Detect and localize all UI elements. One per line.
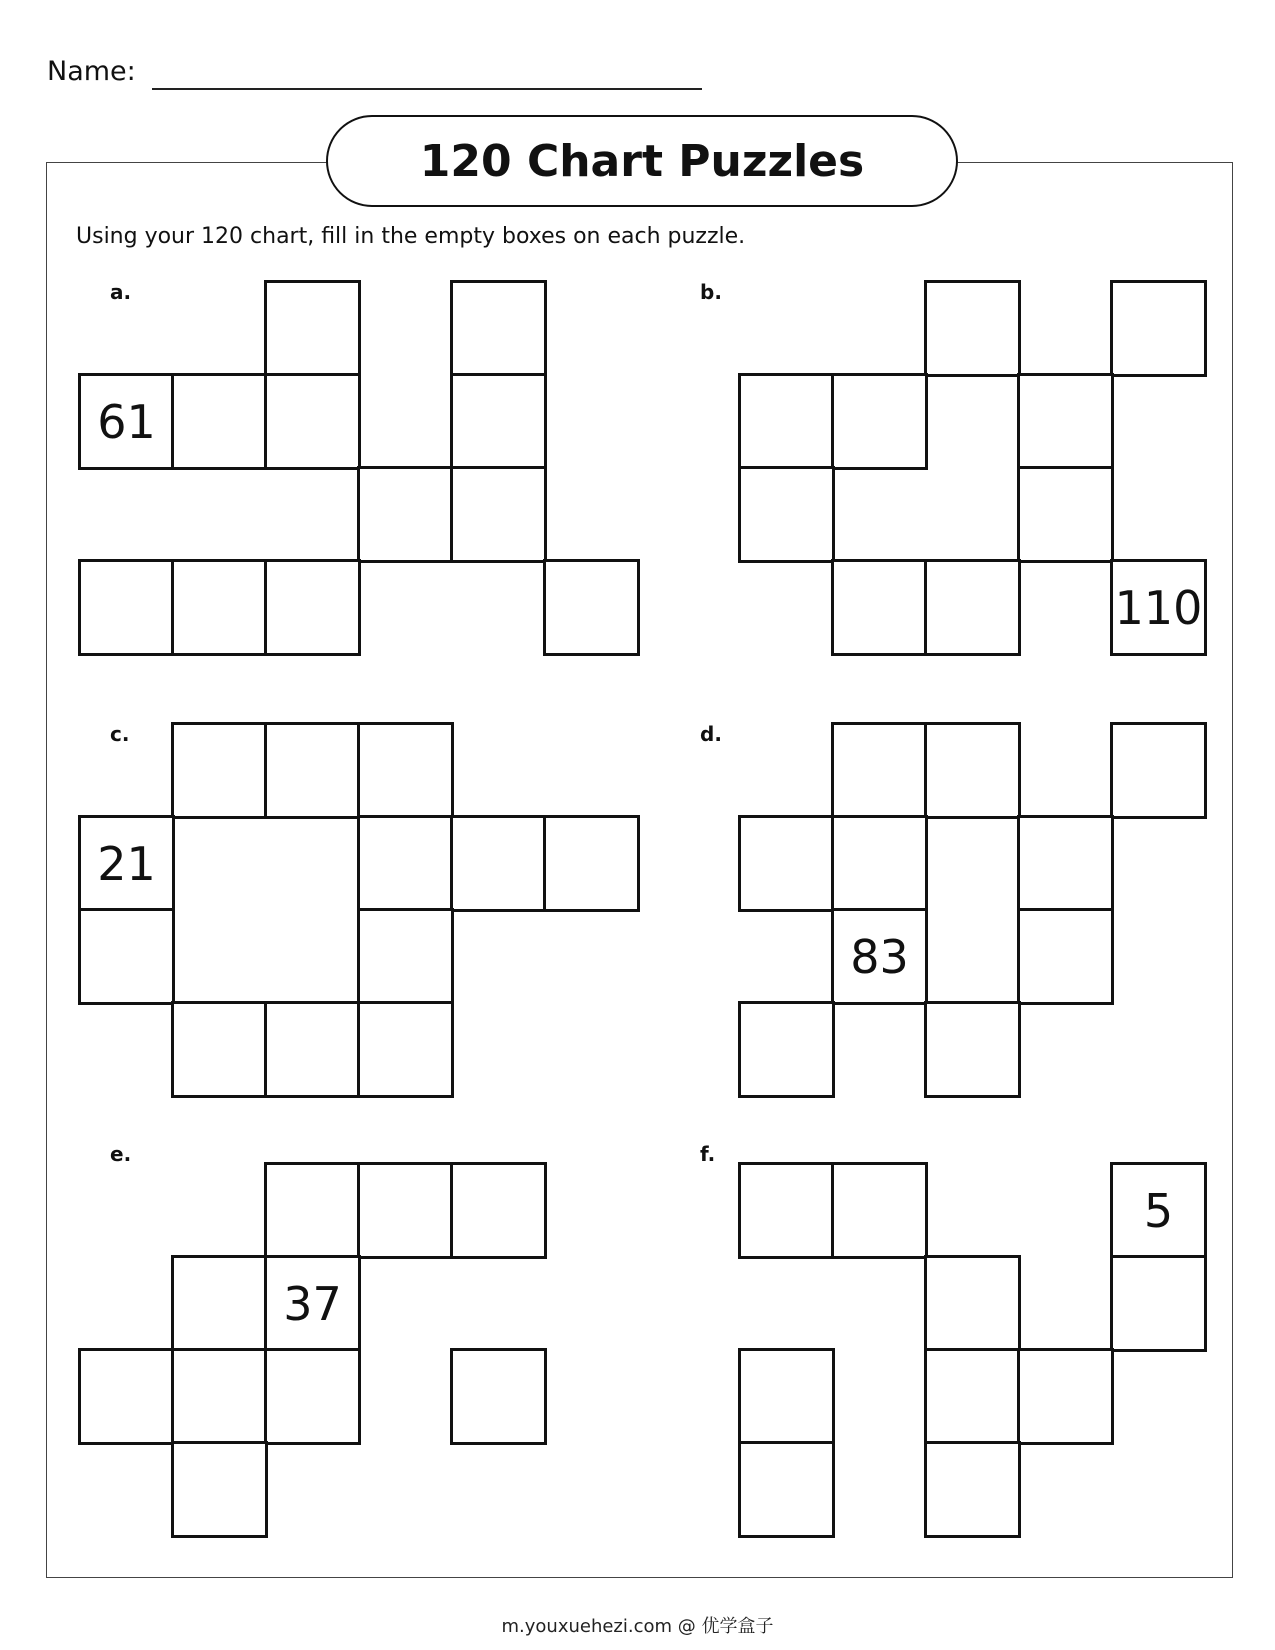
empty-answer-box[interactable] xyxy=(450,280,547,377)
empty-answer-box[interactable] xyxy=(831,722,928,819)
empty-answer-box[interactable] xyxy=(738,1001,835,1098)
empty-answer-box[interactable] xyxy=(738,1162,835,1259)
empty-answer-box[interactable] xyxy=(924,559,1021,656)
empty-answer-box[interactable] xyxy=(171,1441,268,1538)
name-label: Name: xyxy=(47,56,136,87)
empty-answer-box[interactable] xyxy=(543,815,640,912)
empty-answer-box[interactable] xyxy=(171,1255,268,1352)
empty-answer-box[interactable] xyxy=(171,373,268,470)
empty-answer-box[interactable] xyxy=(738,466,835,563)
page-title: 120 Chart Puzzles xyxy=(419,135,865,187)
puzzle-label: a. xyxy=(110,280,132,304)
empty-answer-box[interactable] xyxy=(264,559,361,656)
empty-answer-box[interactable] xyxy=(1110,280,1207,377)
empty-answer-box[interactable] xyxy=(1017,373,1114,470)
empty-answer-box[interactable] xyxy=(357,1001,454,1098)
given-number-box: 21 xyxy=(78,815,175,912)
empty-answer-box[interactable] xyxy=(1017,466,1114,563)
empty-answer-box[interactable] xyxy=(450,1348,547,1445)
empty-answer-box[interactable] xyxy=(831,373,928,470)
name-line[interactable] xyxy=(152,88,702,90)
empty-answer-box[interactable] xyxy=(924,1441,1021,1538)
empty-answer-box[interactable] xyxy=(738,373,835,470)
empty-answer-box[interactable] xyxy=(171,559,268,656)
given-number-box: 5 xyxy=(1110,1162,1207,1259)
empty-answer-box[interactable] xyxy=(831,815,928,912)
instructions: Using your 120 chart, fill in the empty boxes on each puzzle. xyxy=(76,224,746,249)
empty-answer-box[interactable] xyxy=(1110,1255,1207,1352)
empty-answer-box[interactable] xyxy=(264,1348,361,1445)
puzzle-label: c. xyxy=(110,722,130,746)
footer-watermark: m.youxuehezi.com @ 优学盒子 xyxy=(501,1616,774,1637)
empty-answer-box[interactable] xyxy=(264,722,361,819)
empty-answer-box[interactable] xyxy=(450,373,547,470)
given-number-box: 110 xyxy=(1110,559,1207,656)
empty-answer-box[interactable] xyxy=(738,1348,835,1445)
empty-answer-box[interactable] xyxy=(738,1441,835,1538)
empty-answer-box[interactable] xyxy=(264,280,361,377)
empty-answer-box[interactable] xyxy=(543,559,640,656)
empty-answer-box[interactable] xyxy=(171,1348,268,1445)
empty-answer-box[interactable] xyxy=(924,1255,1021,1352)
empty-answer-box[interactable] xyxy=(738,815,835,912)
empty-answer-box[interactable] xyxy=(924,1001,1021,1098)
empty-answer-box[interactable] xyxy=(450,466,547,563)
empty-answer-box[interactable] xyxy=(357,466,454,563)
title-banner xyxy=(326,115,958,207)
empty-answer-box[interactable] xyxy=(831,1162,928,1259)
empty-answer-box[interactable] xyxy=(78,559,175,656)
puzzle-label: e. xyxy=(110,1142,132,1166)
empty-answer-box[interactable] xyxy=(264,1001,361,1098)
empty-answer-box[interactable] xyxy=(1017,815,1114,912)
given-number-box: 83 xyxy=(831,908,928,1005)
empty-answer-box[interactable] xyxy=(264,1162,361,1259)
puzzle-label: b. xyxy=(700,280,722,304)
empty-answer-box[interactable] xyxy=(831,559,928,656)
given-number-box: 37 xyxy=(264,1255,361,1352)
empty-answer-box[interactable] xyxy=(357,1162,454,1259)
empty-answer-box[interactable] xyxy=(78,1348,175,1445)
empty-answer-box[interactable] xyxy=(1017,1348,1114,1445)
empty-answer-box[interactable] xyxy=(1017,908,1114,1005)
empty-answer-box[interactable] xyxy=(264,373,361,470)
empty-answer-box[interactable] xyxy=(171,1001,268,1098)
empty-answer-box[interactable] xyxy=(924,280,1021,377)
empty-answer-box[interactable] xyxy=(924,722,1021,819)
puzzle-label: d. xyxy=(700,722,722,746)
puzzle-label: f. xyxy=(700,1142,716,1166)
empty-answer-box[interactable] xyxy=(450,815,547,912)
empty-answer-box[interactable] xyxy=(357,815,454,912)
empty-answer-box[interactable] xyxy=(450,1162,547,1259)
empty-answer-box[interactable] xyxy=(357,908,454,1005)
given-number-box: 61 xyxy=(78,373,175,470)
empty-answer-box[interactable] xyxy=(924,1348,1021,1445)
empty-answer-box[interactable] xyxy=(78,908,175,1005)
empty-answer-box[interactable] xyxy=(1110,722,1207,819)
empty-answer-box[interactable] xyxy=(357,722,454,819)
empty-answer-box[interactable] xyxy=(171,722,268,819)
